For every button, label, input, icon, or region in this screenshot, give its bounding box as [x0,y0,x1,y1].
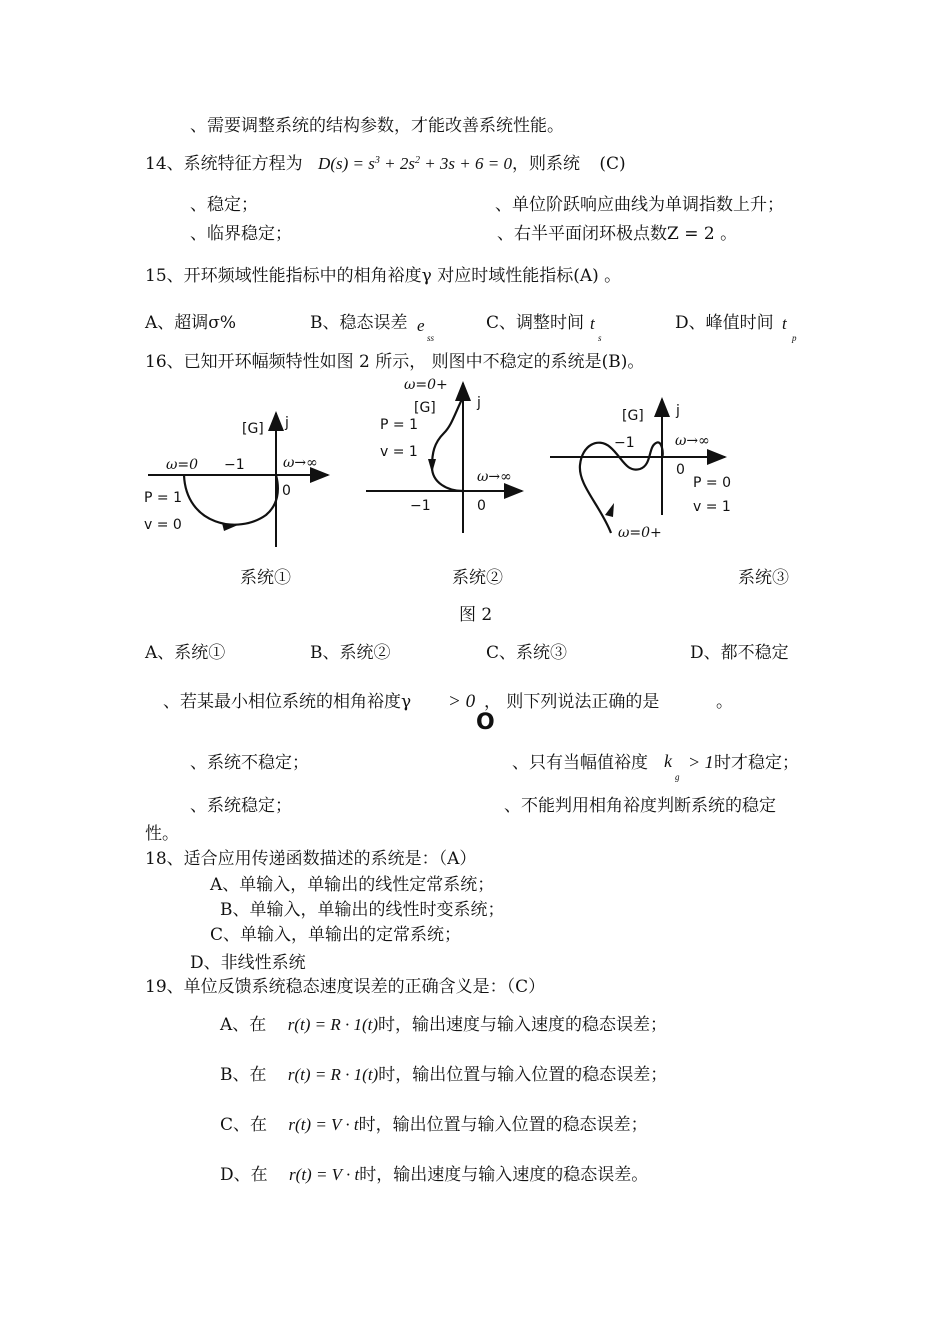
plot1-g-label: [G] [242,421,264,437]
q15-sym-e: e [417,316,425,335]
q19-option-a [220,1016,667,1034]
q17-cond-k: > 1 [688,752,714,772]
plot2-g-label: [G] [414,400,436,416]
q17-sym-k: k [664,751,672,771]
plot2-w-inf: ω→∞ [477,469,512,485]
plot1-minus-one: −1 [224,457,245,473]
q15-sub-p: p [792,333,797,343]
plot2-j-label: j [477,395,481,411]
q14-prefix: 14、系统特征方程为 [145,154,303,174]
q19-d-label: D、在 [220,1165,268,1185]
q19-option-b [220,1066,667,1084]
plot3-w-zero-plus: ω=0+ [618,525,662,541]
q14-stem [145,155,626,173]
q17-stem-a: 、若某最小相位系统的相角裕度γ [163,692,412,712]
q15-sym-tp: t [782,314,787,333]
q19-a-text: 时，输出速度与输入速度的稳态误差； [378,1015,667,1035]
q15-sym-ts: t [590,314,595,333]
q19-b-expr: r(t) = R · 1(t) [287,1065,379,1084]
plot2-minus-one: −1 [410,498,431,514]
q19-c-text: 时，输出位置与输入位置的稳态误差； [358,1115,648,1135]
plot2-v: v = 1 [380,444,418,460]
q19-d-text: 时，输出速度与输入速度的稳态误差。 [359,1165,649,1185]
q14-eq-mid: + 2s [379,154,415,173]
q17-option-c: 、系统稳定； [190,796,292,816]
q19-b-label: B、在 [220,1065,267,1085]
q14-suffix: ，则系统 [511,154,580,174]
q15-sub-s: s [598,333,602,343]
plot1-w-inf: ω→∞ [283,455,318,471]
q18-option-a: A、单输入，单输出的线性定常系统； [210,875,495,895]
q19-option-d [220,1166,648,1184]
q19-b-text: 时，输出位置与输入位置的稳态误差； [378,1065,668,1085]
q14-eq-head: D(s) = s [318,154,375,173]
q15-option-a: A、超调σ% [145,313,237,333]
plot2-p: P = 1 [380,417,418,433]
plot3-minus-one: −1 [614,435,635,451]
q15-option-c: C、调整时间 [486,313,585,333]
plot1-curve [184,475,278,525]
q14-option-c: 、临界稳定； [190,224,292,244]
q14-eq-power2: 2 [414,155,420,166]
q17-stem-b: ， 则下列说法正确的是 [484,692,660,712]
plot1-p: P = 1 [144,490,182,506]
q17-option-b [512,755,648,772]
plot1-w-zero: ω=0 [166,457,199,473]
q19-d-expr: r(t) = V · t [289,1165,360,1184]
q19-a-label: A、在 [220,1015,267,1035]
plot2-direction-arrow [428,459,436,473]
plot-system-2 [366,377,522,533]
q17-circle-mark: O [476,710,495,735]
plot3-g-label: [G] [622,408,644,424]
plot1-j-label: j [285,415,289,431]
q15-option-b: B、稳态误差 [310,313,408,333]
q16-option-d: D、都不稳定 [690,643,789,663]
q18-option-c: C、单输入，单输出的定常系统； [210,925,462,945]
figure-title: 图 2 [459,605,493,625]
q17-stem-end: 。 [716,692,733,712]
plot-system-3 [550,399,731,541]
q17-condition: > 0 [448,691,476,712]
line-prev-option: 、需要调整系统的结构参数，才能改善系统性能。 [190,116,564,136]
q16-stem: 16、已知开环幅频特性如图 2 所示， 则图中不稳定的系统是(B)。 [145,352,645,372]
q16-option-c: C、系统③ [486,643,568,663]
q17-option-d-cont: 性。 [145,824,179,844]
q17-option-b-tail: 时才稳定； [714,753,799,773]
caption-system-2: 系统② [452,568,503,588]
plot3-curve [580,442,663,533]
q16-option-a: A、系统① [145,643,226,663]
q17-option-b-text: 、只有当幅值裕度 [512,753,648,773]
plot3-j-label: j [676,403,680,419]
plot1-zero: 0 [282,483,291,499]
plot-system-1 [144,413,328,547]
plot3-w-inf: ω→∞ [675,433,710,449]
q16-option-b: B、系统② [310,643,391,663]
q14-answer: (C) [599,154,626,174]
q14-option-a: 、稳定； [190,195,258,215]
plot3-zero: 0 [676,462,685,478]
q19-option-c [220,1116,648,1134]
q19-a-expr: r(t) = R · 1(t) [287,1015,378,1034]
caption-system-1: 系统① [240,568,291,588]
q18-option-d: D、非线性系统 [190,953,306,973]
q17-option-d: 、不能判用相角裕度判断系统的稳定 [504,796,776,816]
q19-c-expr: r(t) = V · t [288,1115,359,1134]
q17-option-a: 、系统不稳定； [190,753,309,773]
plot3-v: v = 1 [693,499,731,515]
q19-stem: 19、单位反馈系统稳态速度误差的正确含义是：（C） [145,977,546,997]
q15-sub-ss: ss [427,333,435,343]
q14-eq-power3: 3 [374,155,380,166]
caption-system-3: 系统③ [738,568,789,588]
q18-stem: 18、适合应用传递函数描述的系统是：（A） [145,849,477,869]
q14-eq-tail: + 3s + 6 = 0 [419,154,512,173]
q15-option-d: D、峰值时间 [675,313,774,333]
q15-stem: 15、开环频域性能指标中的相角裕度γ 对应时域性能指标(A) 。 [145,266,622,286]
plot2-zero: 0 [477,498,486,514]
figure-2-nyquist-plots [130,375,830,555]
plot3-direction-arrow [605,503,614,517]
q14-option-b: 、单位阶跃响应曲线为单调指数上升； [495,195,784,215]
plot1-v: v = 0 [144,517,182,533]
plot2-w-zero-plus: ω=0+ [404,377,448,393]
plot2-curve [432,395,464,491]
q19-c-label: C、在 [220,1115,268,1135]
q14-option-d: 、右半平面闭环极点数Z = 2 。 [497,224,738,244]
q17-sub-g: g [675,772,680,782]
q18-option-b: B、单输入，单输出的线性时变系统； [220,900,505,920]
plot3-p: P = 0 [693,475,731,491]
